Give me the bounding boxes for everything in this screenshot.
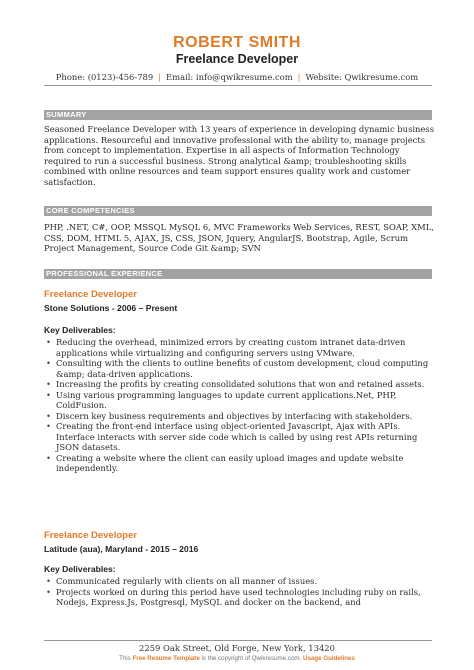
key-deliverables-label: Key Deliverables:	[44, 564, 116, 574]
list-item: • Creating a website where the client can easily upload images and update website independently.	[44, 453, 436, 474]
list-item: • Using various programming languages to update current applications.Net, PHP, ColdFusion.	[44, 390, 436, 411]
website-text[interactable]: Website: Qwikresume.com	[305, 72, 419, 82]
footer-address: 2259 Oak Street, Old Forge, New York, 13420	[139, 643, 335, 653]
key-deliverables-label: Key Deliverables:	[44, 325, 116, 335]
list-item: • Creating the front-end interface using object-oriented Javascript, Ajax with APIs. Interface interacts with server side code which is called by using rest APIs returning JSON datasets.	[44, 421, 436, 453]
job-title: Freelance Developer	[44, 530, 137, 541]
job-bullet-list	[44, 337, 436, 474]
list-item: • Increasing the profits by creating consolidated solutions that won and retained assets.	[44, 379, 436, 390]
free-resume-template-link[interactable]: Free Resume Template	[132, 655, 200, 662]
credit-middle: is the copyright of Qwikresume.com.	[201, 655, 302, 662]
list-item: • Projects worked on during this period have used technologies including ruby on rails, Nodejs, Express.Js, Postgresql, MySQL and docker on the backend, and	[44, 587, 436, 608]
section-header-competencies: CORE COMPETENCIES	[44, 206, 432, 216]
competencies-text: PHP, .NET, C#, OOP, MSSQL MySQL 6, MVC Frameworks Web Services, REST, SOAP, XML, CSS, DOM, HTML 5, AJAX, JS, CSS, JSON, Jquery, AngularJS, Bootstrap, Agile, Scrum Project Management, Source Code Git &amp; SVN	[44, 222, 434, 253]
candidate-name: ROBERT SMITH	[173, 34, 301, 51]
section-header-summary: SUMMARY	[44, 110, 432, 120]
job-title: Freelance Developer	[44, 289, 137, 300]
candidate-role: Freelance Developer	[175, 52, 299, 66]
list-item: • Consulting with the clients to outline benefits of custom development, cloud computing &amp; data-driven applications.	[44, 358, 436, 379]
footer-divider	[44, 640, 432, 641]
summary-text: Seasoned Freelance Developer with 13 years of experience in developing dynamic business applications. Resourceful and innovative professional with the ability to, manage projects from concept to implementation. Expertise in all aspects of Information Technology required to run a successful business. Strong analytical &amp; troubleshooting skills combined with online resources and team support ensures quality work and customer satisfaction.	[44, 124, 434, 187]
job-company-dates: Stone Solutions - 2006 – Present	[44, 303, 178, 313]
job-company-dates: Latitude (aua), Maryland - 2015 – 2016	[44, 544, 199, 554]
list-item: • Discern key business requirements and objectives by interfacing with stakeholders.	[44, 411, 436, 422]
contact-separator: |	[297, 72, 301, 82]
job-bullet-list	[44, 576, 436, 608]
contact-line	[0, 72, 474, 82]
footer-credit	[0, 655, 474, 662]
header-divider	[44, 85, 432, 86]
list-item: • Communicated regularly with clients on all manner of issues.	[44, 576, 436, 587]
usage-guidelines-link[interactable]: Usage Guidelines	[303, 655, 355, 662]
section-header-experience: PROFESSIONAL EXPERIENCE	[44, 269, 432, 279]
list-item: • Reducing the overhead, minimized errors by creating custom intranet data-driven applications while virtualizing and configuring servers using VMware.	[44, 337, 436, 358]
phone-text: Phone: (0123)-456-789	[55, 72, 154, 82]
contact-separator: |	[158, 72, 162, 82]
credit-prefix: This	[119, 655, 131, 662]
email-text[interactable]: Email: info@qwikresume.com	[166, 72, 293, 82]
